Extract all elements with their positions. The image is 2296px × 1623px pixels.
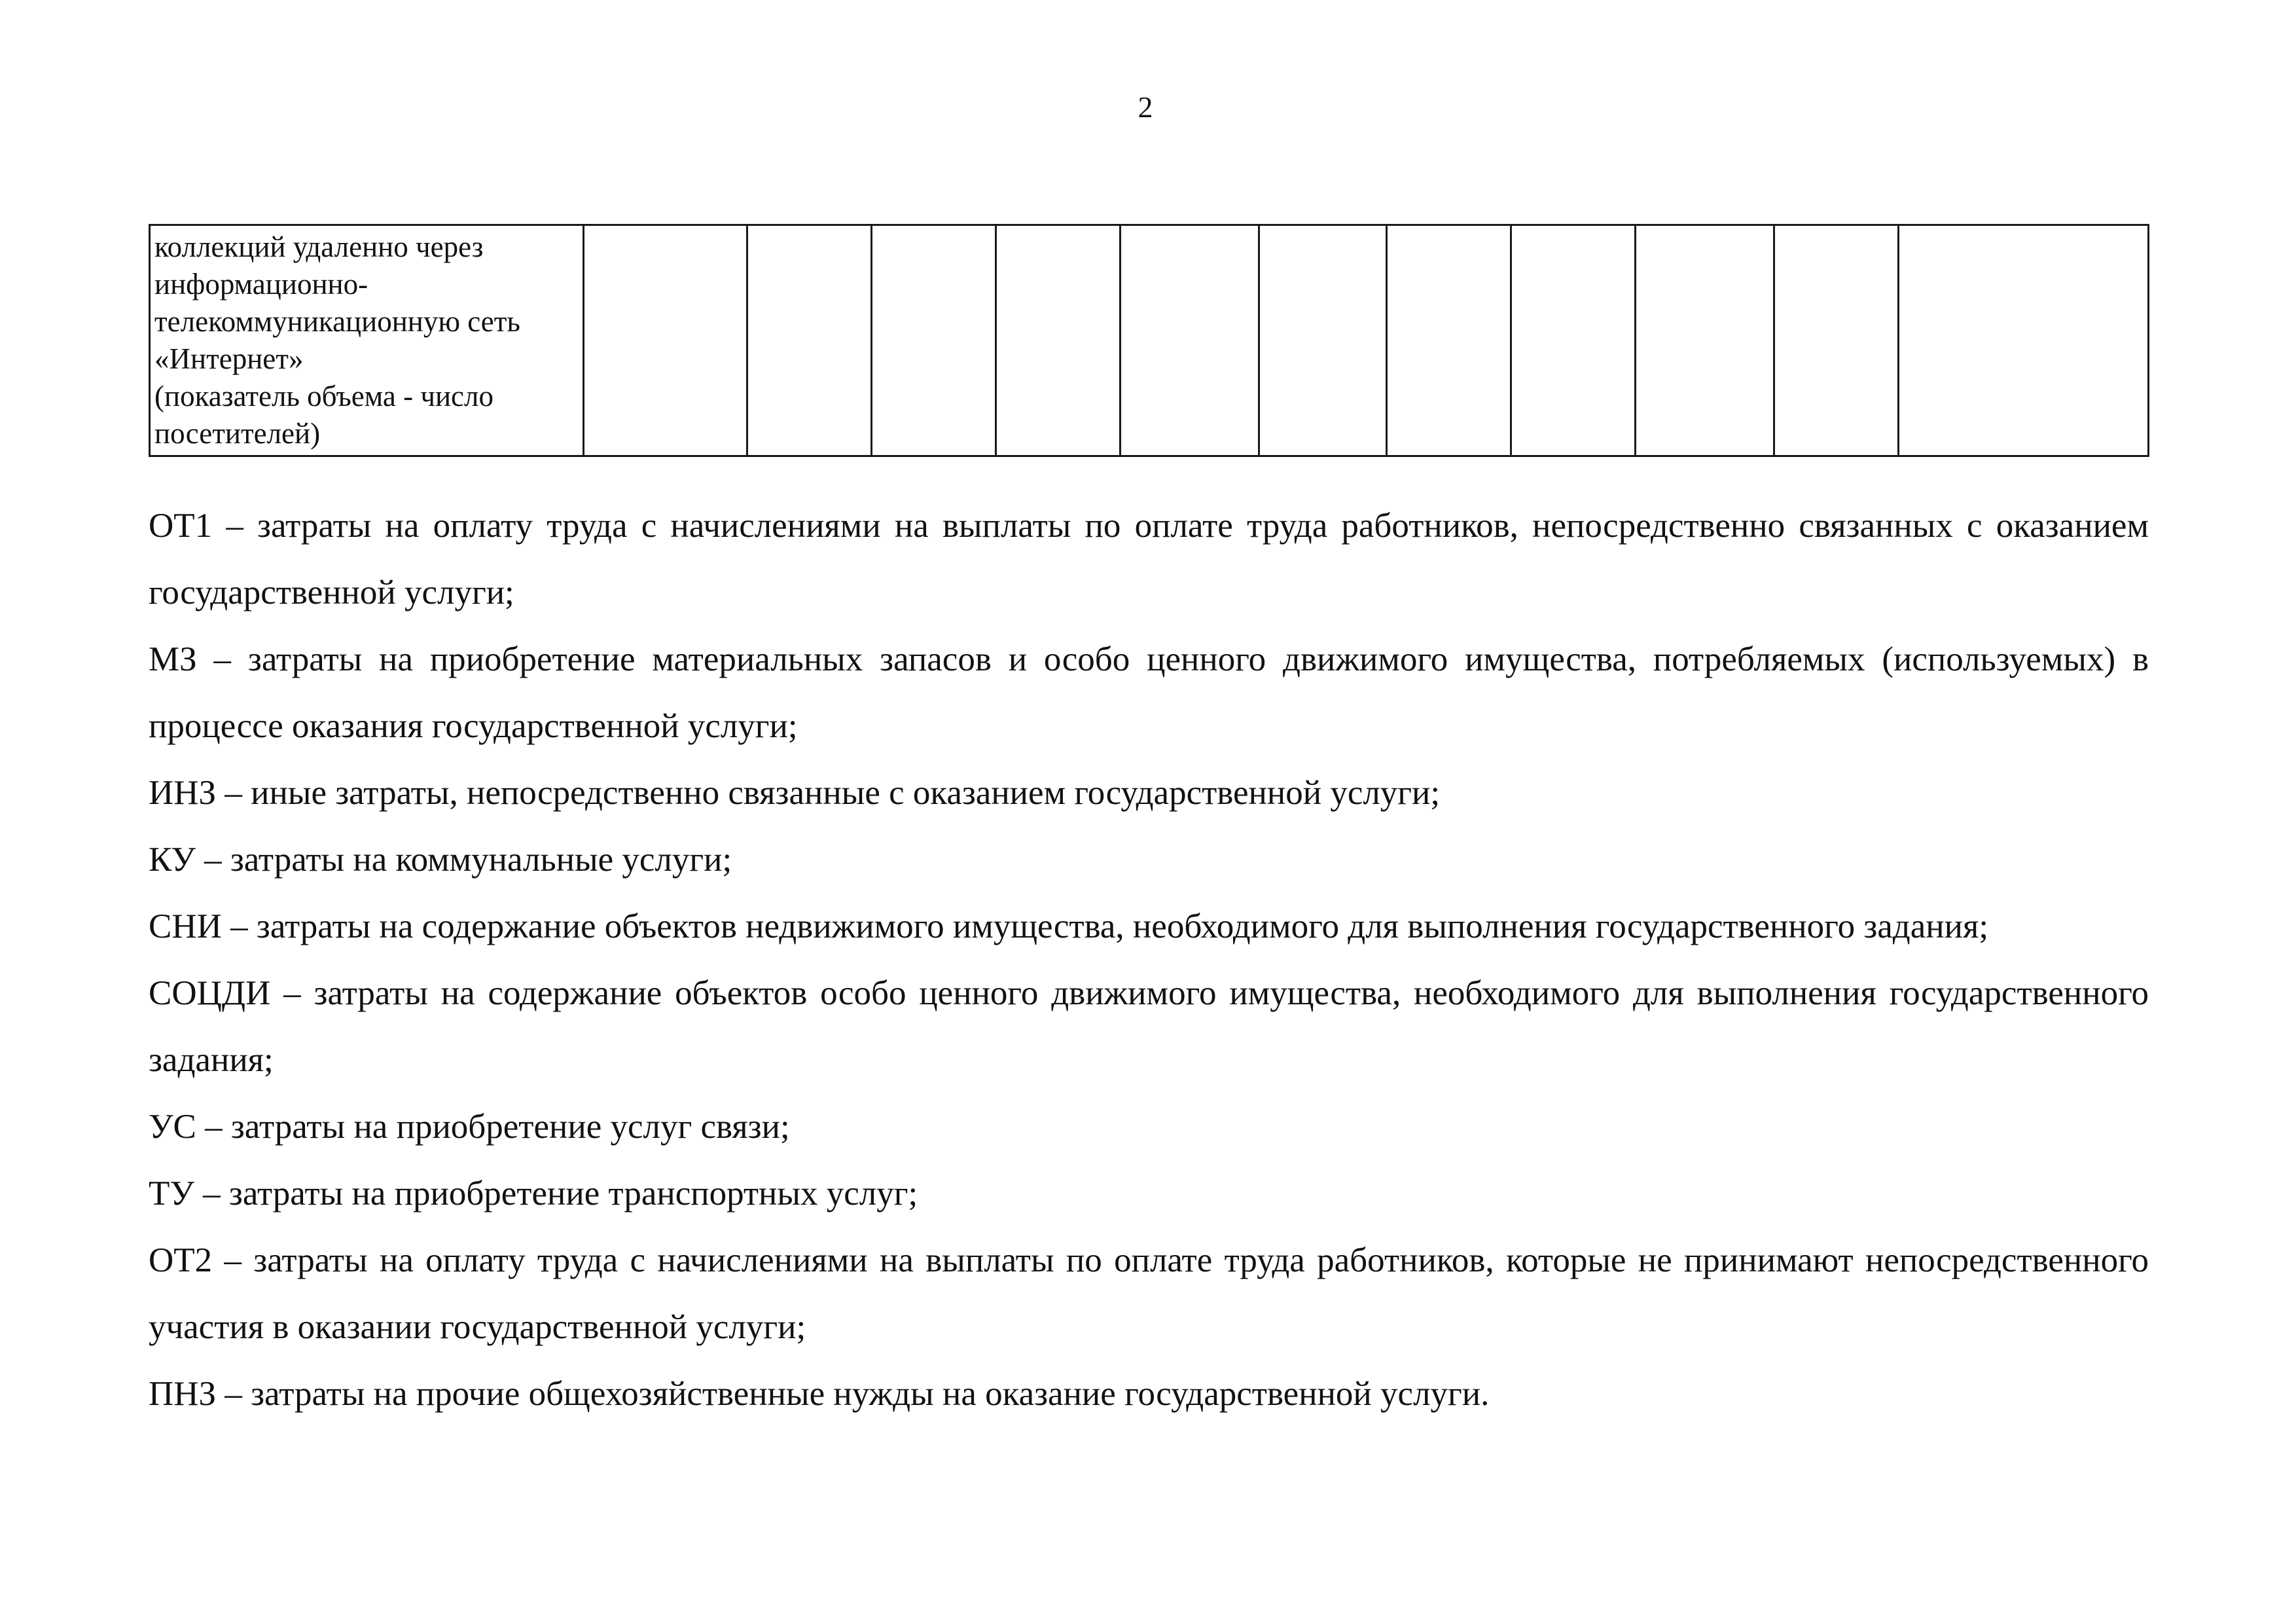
empty-cell: [1387, 225, 1511, 456]
empty-cell: [1774, 225, 1899, 456]
empty-cell: [1259, 225, 1387, 456]
definition-sotsdi: СОЦДИ – затраты на содержание объектов особо ценного движимого имущества, необходимого для выполнения государственного задания;: [149, 974, 2149, 1079]
definition-ot1: ОТ1 – затраты на оплату труда с начислениями на выплаты по оплате труда работников, непосредственно связанных с оказанием государственной услуги;: [149, 507, 2149, 611]
definition-sni: СНИ – затраты на содержание объектов недвижимого имущества, необходимого для выполнения государственного задания;: [149, 907, 1989, 945]
cost-definitions-list: [149, 492, 2149, 1427]
empty-cell: [1636, 225, 1774, 456]
empty-cell: [1899, 225, 2149, 456]
empty-cell: [1511, 225, 1636, 456]
empty-cell: [584, 225, 747, 456]
definition-ot2: ОТ2 – затраты на оплату труда с начислениями на выплаты по оплате труда работников, которые не принимают непосредственного участия в оказании государственной услуги;: [149, 1241, 2149, 1346]
definition-pnz: ПНЗ – затраты на прочие общехозяйственные нужды на оказание государственной услуги.: [149, 1375, 1490, 1413]
empty-cell: [747, 225, 872, 456]
table-row: [150, 225, 2149, 456]
service-description-cell: коллекций удаленно через информационно- телекоммуникационную сеть «Интернет» (показатель объема - число посетителей): [150, 225, 584, 456]
empty-cell: [996, 225, 1121, 456]
definition-ku: КУ – затраты на коммунальные услуги;: [149, 841, 732, 879]
definition-mz: МЗ – затраты на приобретение материальных запасов и особо ценного движимого имущества, потребляемых (используемых) в процессе оказания государственной услуги;: [149, 640, 2149, 745]
definition-us: УС – затраты на приобретение услуг связи;: [149, 1108, 790, 1146]
empty-cell: [1121, 225, 1259, 456]
cost-table: [149, 224, 2149, 457]
definition-tu: ТУ – затраты на приобретение транспортных услуг;: [149, 1175, 918, 1213]
empty-cell: [872, 225, 996, 456]
page-number: 2: [1138, 90, 1153, 124]
definition-inz: ИНЗ – иные затраты, непосредственно связанные с оказанием государственной услуги;: [149, 774, 1441, 812]
